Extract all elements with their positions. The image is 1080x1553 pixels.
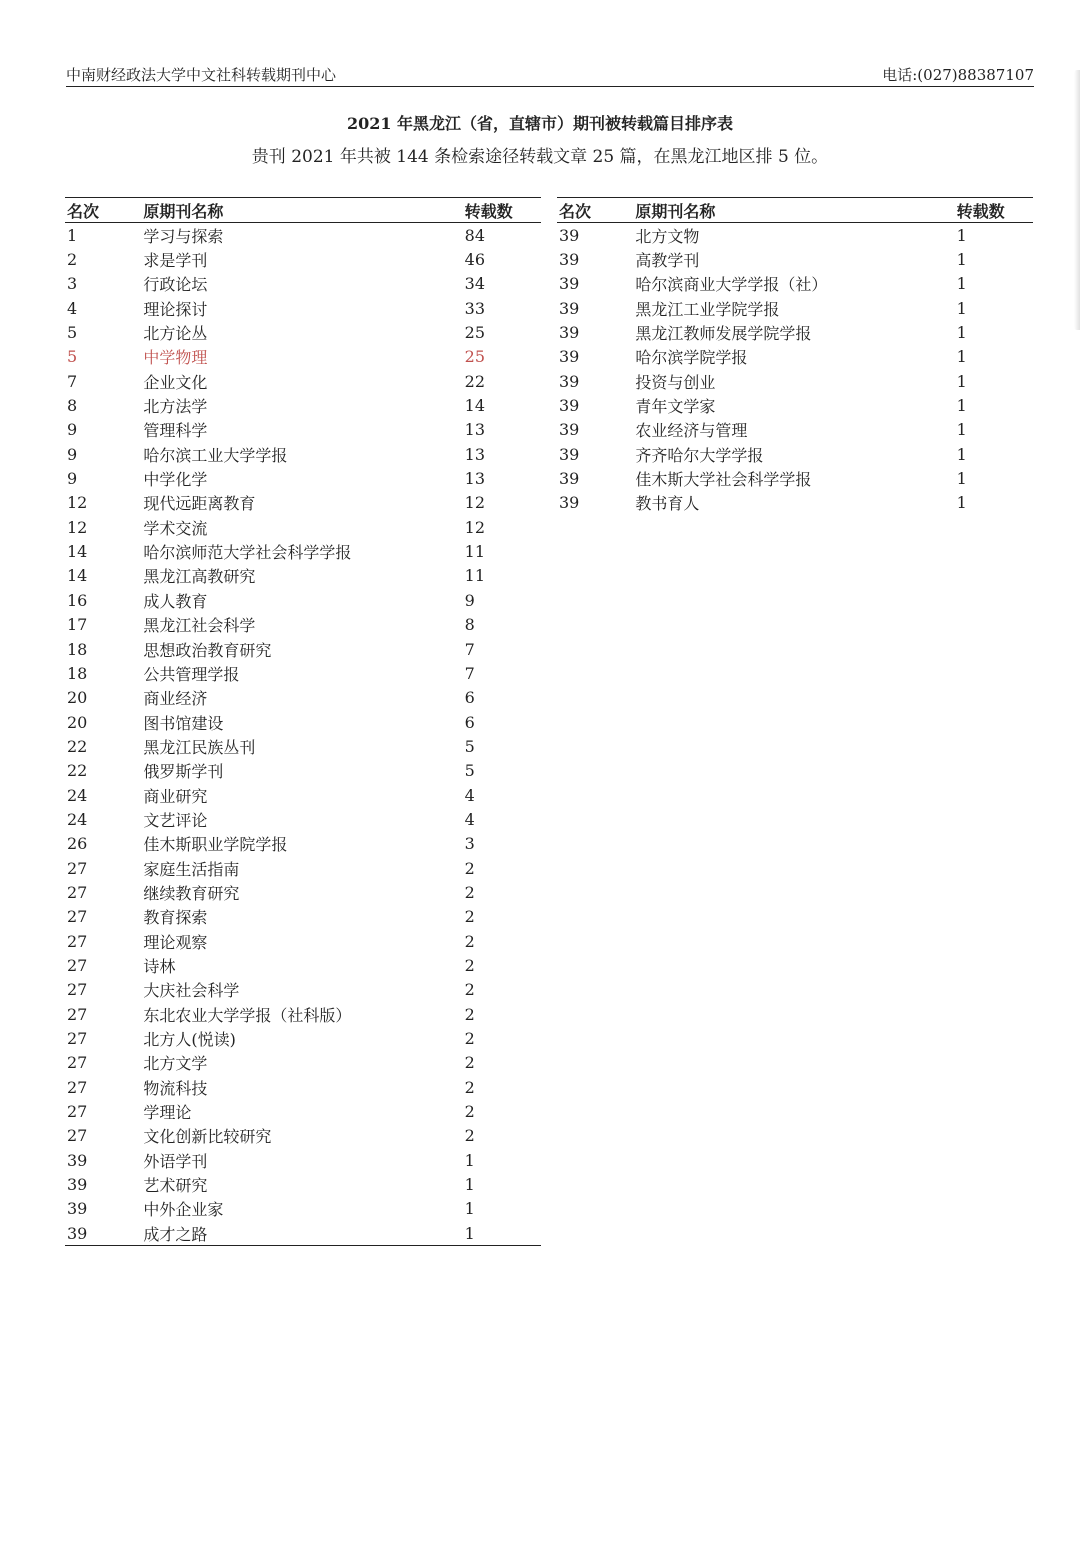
journal-name-cell: 思想政治教育研究 <box>143 640 272 660</box>
count-cell: 22 <box>464 371 486 391</box>
rank-cell: 20 <box>67 712 88 732</box>
rank-cell: 2 <box>67 250 78 270</box>
rank-cell: 27 <box>67 1126 88 1146</box>
table-row <box>65 1197 541 1221</box>
journal-name-cell: 青年文学家 <box>635 397 716 417</box>
journal-name-cell: 黑龙江民族丛刊 <box>143 737 256 757</box>
rank-cell: 39 <box>67 1223 88 1243</box>
journal-name-cell: 文艺评论 <box>143 810 208 830</box>
journal-name-cell: 北方文学 <box>143 1054 208 1074</box>
journal-name-cell: 北方文物 <box>635 226 700 246</box>
journal-name-cell: 图书馆建设 <box>143 713 224 733</box>
rank-cell: 9 <box>67 469 78 489</box>
journal-name-cell: 行政论坛 <box>143 275 208 295</box>
count-cell: 4 <box>464 785 475 805</box>
ranking-table-right <box>557 197 1033 515</box>
journal-name-cell: 家庭生活指南 <box>143 859 240 879</box>
count-cell: 84 <box>464 225 486 245</box>
count-cell: 2 <box>464 955 475 975</box>
rank-cell: 27 <box>67 907 88 927</box>
count-cell: 2 <box>464 931 475 951</box>
table-row <box>557 345 1033 369</box>
table-row <box>65 272 541 296</box>
rank-cell: 16 <box>67 590 88 610</box>
table-row <box>65 247 541 271</box>
journal-name-cell: 中外企业家 <box>143 1200 224 1220</box>
table-row <box>65 223 541 248</box>
count-cell: 2 <box>464 1077 475 1097</box>
journal-name-cell: 理论观察 <box>143 932 208 952</box>
column-header-count: 转载数 <box>957 198 1033 223</box>
journal-name-cell: 佳木斯大学社会科学学报 <box>635 470 812 490</box>
count-cell: 13 <box>464 420 486 440</box>
rank-cell: 14 <box>67 566 88 586</box>
rank-cell: 26 <box>67 834 88 854</box>
journal-name-cell: 现代远距离教育 <box>143 494 256 514</box>
table-row <box>65 564 541 588</box>
journal-name-cell: 理论探讨 <box>143 299 208 319</box>
journal-name-cell: 文化创新比较研究 <box>143 1127 272 1147</box>
journal-name-cell: 管理科学 <box>143 421 208 441</box>
table-row <box>65 1099 541 1123</box>
journal-name-cell: 哈尔滨师范大学社会科学学报 <box>143 543 352 563</box>
journal-name-cell: 黑龙江工业学院学报 <box>635 299 780 319</box>
table-body-right <box>557 223 1033 516</box>
table-row <box>65 320 541 344</box>
journal-name-cell: 公共管理学报 <box>143 664 240 684</box>
rank-cell: 12 <box>67 493 88 513</box>
table-row <box>65 710 541 734</box>
rank-cell: 5 <box>67 323 78 343</box>
count-cell: 1 <box>956 371 967 391</box>
journal-name-cell: 物流科技 <box>143 1078 208 1098</box>
count-cell: 13 <box>464 444 486 464</box>
count-cell: 3 <box>464 834 475 854</box>
table-row <box>65 929 541 953</box>
table-row <box>65 1148 541 1172</box>
journal-name-cell: 教育探索 <box>143 908 208 928</box>
rank-cell: 14 <box>67 542 88 562</box>
column-header-name: 原期刊名称 <box>635 198 956 223</box>
count-cell: 1 <box>956 396 967 416</box>
count-cell: 2 <box>464 1126 475 1146</box>
journal-name-cell: 商业经济 <box>143 689 208 709</box>
journal-name-cell: 求是学刊 <box>143 251 208 271</box>
table-row <box>65 1221 541 1246</box>
rank-cell: 39 <box>559 323 580 343</box>
count-cell: 1 <box>464 1199 475 1219</box>
table-body-left <box>65 223 541 1246</box>
table-row <box>65 1172 541 1196</box>
table-row <box>65 442 541 466</box>
journal-name-cell: 投资与创业 <box>635 372 716 392</box>
rank-cell: 22 <box>67 736 88 756</box>
journal-name-cell: 中学物理 <box>143 348 208 368</box>
count-cell: 1 <box>464 1150 475 1170</box>
count-cell: 2 <box>464 1102 475 1122</box>
journal-name-cell: 成人教育 <box>143 591 208 611</box>
count-cell: 5 <box>464 761 475 781</box>
header-phone: 电话:(027)88387107 <box>882 66 1034 84</box>
journal-name-cell: 中学化学 <box>143 470 208 490</box>
rank-cell: 20 <box>67 688 88 708</box>
journal-name-cell: 诗林 <box>143 956 176 976</box>
table-row <box>557 442 1033 466</box>
rank-cell: 18 <box>67 639 88 659</box>
table-row <box>65 759 541 783</box>
table-row <box>557 247 1033 271</box>
rank-cell: 17 <box>67 615 88 635</box>
rank-cell: 24 <box>67 785 88 805</box>
count-cell: 25 <box>464 347 486 367</box>
count-cell: 12 <box>464 517 486 537</box>
count-cell: 2 <box>464 1029 475 1049</box>
rank-cell: 1 <box>67 225 78 245</box>
journal-name-cell: 北方人(悦读) <box>143 1030 236 1050</box>
journal-name-cell: 农业经济与管理 <box>635 421 748 441</box>
table-row <box>557 393 1033 417</box>
table-row <box>65 856 541 880</box>
count-cell: 34 <box>464 274 486 294</box>
rank-cell: 39 <box>559 298 580 318</box>
table-row <box>65 418 541 442</box>
journal-name-cell: 成才之路 <box>143 1224 208 1244</box>
rank-cell: 39 <box>559 396 580 416</box>
rank-cell: 27 <box>67 1004 88 1024</box>
count-cell: 14 <box>464 396 486 416</box>
table-row <box>557 296 1033 320</box>
journal-name-cell: 大庆社会科学 <box>143 981 240 1001</box>
table-header-row <box>557 198 1033 223</box>
count-cell: 8 <box>464 615 475 635</box>
table-row <box>65 296 541 320</box>
rank-cell: 12 <box>67 517 88 537</box>
rank-cell: 39 <box>559 444 580 464</box>
journal-name-cell: 佳木斯职业学院学报 <box>143 835 288 855</box>
journal-name-cell: 继续教育研究 <box>143 883 240 903</box>
journal-name-cell: 教书育人 <box>635 494 700 514</box>
table-header-row <box>65 198 541 223</box>
page-header <box>66 64 1034 87</box>
rank-cell: 39 <box>559 371 580 391</box>
rank-cell: 27 <box>67 1077 88 1097</box>
count-cell: 1 <box>956 225 967 245</box>
page-edge-shadow <box>1074 70 1080 330</box>
table-row <box>65 369 541 393</box>
count-cell: 1 <box>956 420 967 440</box>
table-row <box>65 953 541 977</box>
document-title: 2021 年黑龙江（省，直辖市）期刊被转载篇目排序表 <box>346 114 734 133</box>
journal-name-cell: 北方论丛 <box>143 324 208 344</box>
table-row <box>65 466 541 490</box>
rank-cell: 9 <box>67 444 78 464</box>
rank-cell: 4 <box>67 298 78 318</box>
count-cell: 1 <box>464 1175 475 1195</box>
journal-name-cell: 俄罗斯学刊 <box>143 762 224 782</box>
journal-name-cell: 哈尔滨学院学报 <box>635 348 748 368</box>
rank-cell: 39 <box>559 469 580 489</box>
column-header-rank: 名次 <box>65 198 143 223</box>
count-cell: 12 <box>464 493 486 513</box>
table-row <box>65 1002 541 1026</box>
column-header-rank: 名次 <box>557 198 635 223</box>
table-row <box>65 637 541 661</box>
table-row <box>65 880 541 904</box>
table-row <box>65 1124 541 1148</box>
table-row <box>65 783 541 807</box>
table-row <box>65 1051 541 1075</box>
count-cell: 6 <box>464 712 475 732</box>
rank-cell: 39 <box>559 274 580 294</box>
count-cell: 1 <box>956 347 967 367</box>
rank-cell: 24 <box>67 809 88 829</box>
table-row <box>557 320 1033 344</box>
rank-cell: 5 <box>67 347 78 367</box>
rank-cell: 27 <box>67 1029 88 1049</box>
count-cell: 1 <box>956 493 967 513</box>
journal-name-cell: 齐齐哈尔大学学报 <box>635 445 764 465</box>
column-header-count: 转载数 <box>465 198 541 223</box>
journal-name-cell: 艺术研究 <box>143 1176 208 1196</box>
rank-cell: 39 <box>559 420 580 440</box>
table-row <box>65 807 541 831</box>
rank-cell: 39 <box>559 250 580 270</box>
table-row <box>65 661 541 685</box>
count-cell: 1 <box>956 274 967 294</box>
rank-cell: 18 <box>67 663 88 683</box>
journal-name-cell: 哈尔滨商业大学学报（社） <box>635 275 828 295</box>
count-cell: 11 <box>464 542 486 562</box>
count-cell: 11 <box>464 566 486 586</box>
journal-name-cell: 外语学刊 <box>143 1151 208 1171</box>
rank-cell: 8 <box>67 396 78 416</box>
table-row <box>65 832 541 856</box>
rank-cell: 27 <box>67 980 88 1000</box>
table-row <box>557 491 1033 515</box>
ranking-table-left <box>65 197 541 1246</box>
count-cell: 6 <box>464 688 475 708</box>
table-row <box>65 491 541 515</box>
count-cell: 7 <box>464 663 475 683</box>
count-cell: 2 <box>464 980 475 1000</box>
journal-name-cell: 黑龙江高教研究 <box>143 567 256 587</box>
journal-name-cell: 学术交流 <box>143 518 208 538</box>
count-cell: 2 <box>464 1053 475 1073</box>
table-row <box>557 369 1033 393</box>
count-cell: 1 <box>956 250 967 270</box>
count-cell: 2 <box>464 858 475 878</box>
rank-cell: 39 <box>559 347 580 367</box>
table-row <box>65 734 541 758</box>
count-cell: 25 <box>464 323 486 343</box>
rank-cell: 27 <box>67 882 88 902</box>
count-cell: 2 <box>464 907 475 927</box>
journal-name-cell: 东北农业大学学报（社科版） <box>143 1005 352 1025</box>
journal-name-cell: 学理论 <box>143 1103 192 1123</box>
table-row <box>65 1026 541 1050</box>
table-row <box>65 345 541 369</box>
table-row <box>557 466 1033 490</box>
count-cell: 13 <box>464 469 486 489</box>
table-row <box>65 515 541 539</box>
count-cell: 2 <box>464 882 475 902</box>
table-row <box>65 978 541 1002</box>
count-cell: 5 <box>464 736 475 756</box>
rank-cell: 39 <box>67 1175 88 1195</box>
count-cell: 7 <box>464 639 475 659</box>
table-row <box>65 588 541 612</box>
rank-cell: 27 <box>67 931 88 951</box>
header-organization: 中南财经政法大学中文社科转载期刊中心 <box>66 66 337 84</box>
journal-name-cell: 学习与探索 <box>143 226 224 246</box>
rank-cell: 27 <box>67 858 88 878</box>
rank-cell: 39 <box>559 493 580 513</box>
rank-cell: 39 <box>67 1150 88 1170</box>
journal-name-cell: 北方法学 <box>143 397 208 417</box>
table-row <box>65 393 541 417</box>
rank-cell: 39 <box>559 225 580 245</box>
table-row <box>65 539 541 563</box>
document-subtitle: 贵刊 2021 年共被 144 条检索途径转载文章 25 篇，在黑龙江地区排 5 位。 <box>251 147 829 167</box>
table-row <box>65 686 541 710</box>
count-cell: 9 <box>464 590 475 610</box>
count-cell: 1 <box>956 323 967 343</box>
count-cell: 1 <box>464 1223 475 1243</box>
count-cell: 1 <box>956 444 967 464</box>
table-row <box>557 272 1033 296</box>
count-cell: 1 <box>956 298 967 318</box>
journal-name-cell: 高教学刊 <box>635 251 700 271</box>
rank-cell: 7 <box>67 371 78 391</box>
count-cell: 4 <box>464 809 475 829</box>
rank-cell: 9 <box>67 420 78 440</box>
count-cell: 1 <box>956 469 967 489</box>
rank-cell: 27 <box>67 1053 88 1073</box>
journal-name-cell: 黑龙江社会科学 <box>143 616 256 636</box>
table-row <box>65 905 541 929</box>
table-row <box>65 613 541 637</box>
count-cell: 2 <box>464 1004 475 1024</box>
rank-cell: 27 <box>67 955 88 975</box>
table-row <box>557 418 1033 442</box>
rank-cell: 3 <box>67 274 78 294</box>
journal-name-cell: 商业研究 <box>143 786 208 806</box>
table-row <box>557 223 1033 248</box>
count-cell: 33 <box>464 298 486 318</box>
count-cell: 46 <box>464 250 486 270</box>
journal-name-cell: 哈尔滨工业大学学报 <box>143 445 288 465</box>
table-row <box>65 1075 541 1099</box>
column-header-name: 原期刊名称 <box>143 198 464 223</box>
journal-name-cell: 黑龙江教师发展学院学报 <box>635 324 812 344</box>
rank-cell: 22 <box>67 761 88 781</box>
journal-name-cell: 企业文化 <box>143 372 208 392</box>
rank-cell: 27 <box>67 1102 88 1122</box>
rank-cell: 39 <box>67 1199 88 1219</box>
